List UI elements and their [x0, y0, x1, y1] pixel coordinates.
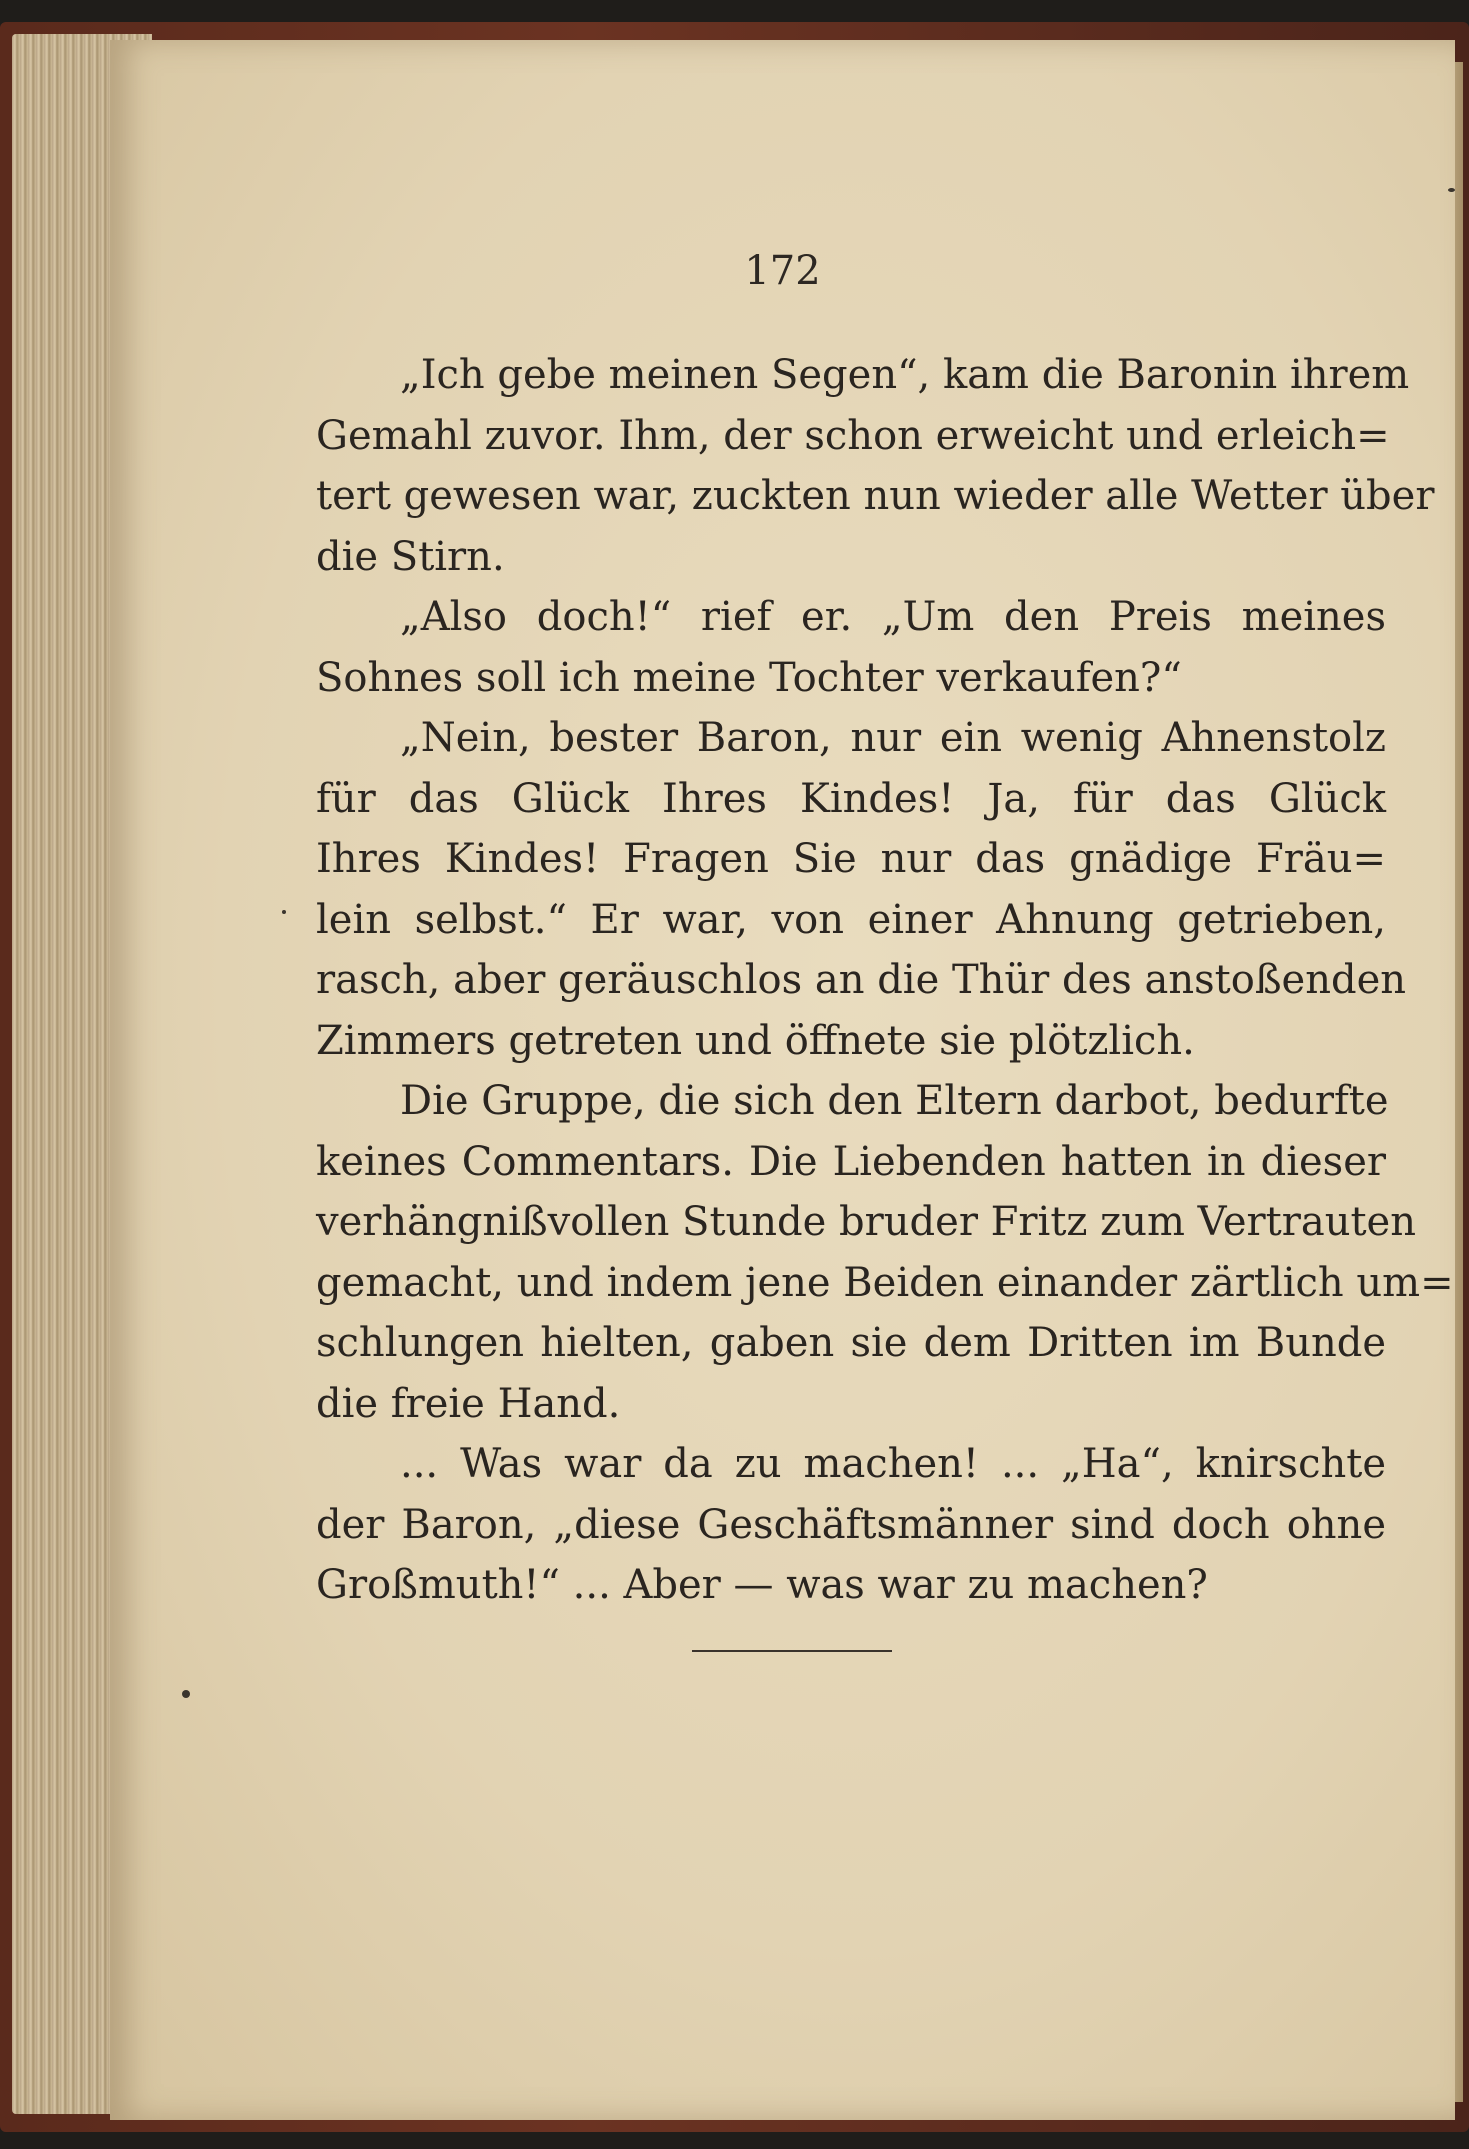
text-line: „Also doch!“ rief er. „Um den Preis meines [400, 594, 1386, 640]
text-line: rasch, aber geräuschlos an die Thür des anstoßenden [316, 957, 1407, 1003]
text-line: „Nein, bester Baron, nur ein wenig Ahnenstolz [400, 715, 1386, 761]
paper-speck [282, 910, 286, 914]
paper-speck [1448, 188, 1455, 192]
book-page [110, 40, 1455, 2120]
text-line: die freie Hand. [316, 1380, 621, 1427]
text-line: gemacht, und indem jene Beiden einander zärtlich um= [316, 1259, 1454, 1306]
text-line: Gemahl zuvor. Ihm, der schon erweicht und erleich= [316, 412, 1390, 459]
text-line: der Baron, „diese Geschäftsmänner sind doch ohne [316, 1501, 1386, 1548]
page-text [316, 345, 1454, 1616]
paper-speck [182, 1690, 190, 1698]
page-number: 172 [744, 248, 821, 294]
text-line: Ihres Kindes! Fragen Sie nur das gnädige Fräu= [316, 836, 1386, 882]
book [0, 22, 1469, 2132]
end-rule [692, 1650, 892, 1652]
text-line: für das Glück Ihres Kindes! Ja, für das Glück [316, 775, 1386, 822]
text-line: keines Commentars. Die Liebenden hatten in dieser [316, 1138, 1386, 1185]
text-line: Großmuth!“ ... Aber — was war zu machen? [316, 1562, 1208, 1608]
text-line: „Ich gebe meinen Segen“, kam die Baronin ihrem [400, 352, 1410, 398]
text-line: schlungen hielten, gaben sie dem Dritten im Bunde [316, 1320, 1386, 1366]
text-line: ... Was war da zu machen! ... „Ha“, knirschte [400, 1441, 1386, 1487]
text-line: lein selbst.“ Er war, von einer Ahnung getrieben, [316, 896, 1386, 943]
text-line: verhängnißvollen Stunde bruder Fritz zum Vertrauten [316, 1199, 1416, 1245]
text-line: tert gewesen war, zuckten nun wieder alle Wetter über [316, 473, 1435, 519]
text-line: Zimmers getreten und öffnete sie plötzlich. [316, 1017, 1195, 1064]
text-line: Sohnes soll ich meine Tochter verkaufen?“ [316, 654, 1182, 701]
text-line: Die Gruppe, die sich den Eltern darbot, bedurfte [400, 1078, 1389, 1124]
text-line: die Stirn. [316, 533, 505, 580]
